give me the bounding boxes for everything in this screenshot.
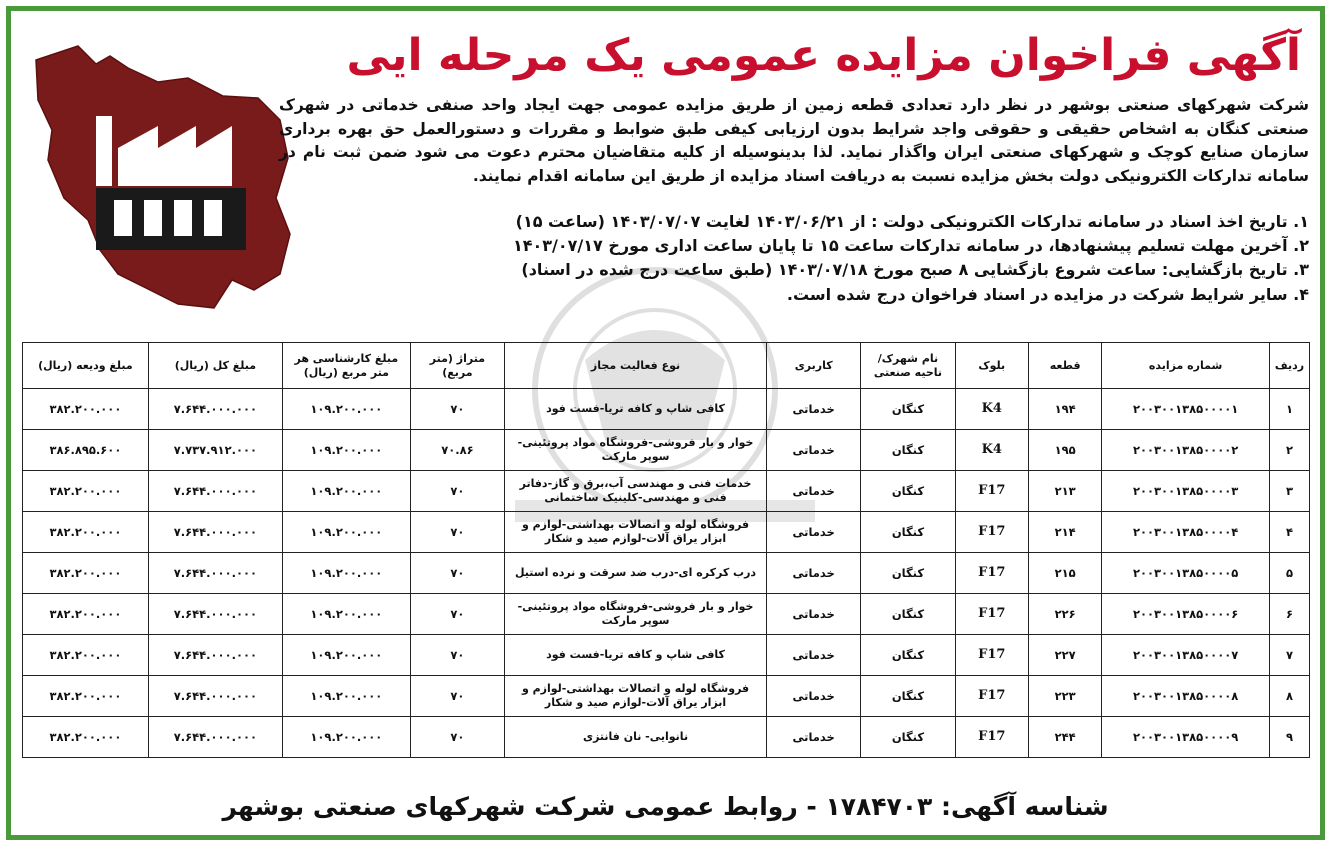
header-cell: کاربری: [767, 343, 861, 389]
condition-item: ۲. آخرین مهلت تسلیم پیشنهادها، در سامانه تدارکات ساعت ۱۵ تا پایان ساعت اداری مورخ ۱۴۰۳/۰۷/۱۷: [512, 236, 1309, 256]
table-cell-usage: خدماتی: [767, 471, 861, 512]
table-row: [23, 717, 1310, 758]
table-cell-idx: ۱: [1269, 389, 1309, 430]
table-cell-block: F17: [955, 594, 1028, 635]
table-cell-total: ۷.۶۴۴.۰۰۰.۰۰۰: [148, 553, 282, 594]
table-cell-usage: خدماتی: [767, 553, 861, 594]
table-cell-deposit: ۳۸۲.۲۰۰.۰۰۰: [23, 389, 149, 430]
table-cell-block: F17: [955, 553, 1028, 594]
table-cell-activity: فروشگاه لوله و اتصالات بهداشتی-لوازم و ابزار یراق آلات-لوازم صید و شکار: [505, 676, 767, 717]
table-cell-plot: ۲۱۵: [1028, 553, 1101, 594]
table-cell-total: ۷.۶۴۴.۰۰۰.۰۰۰: [148, 676, 282, 717]
table-cell-total: ۷.۶۴۴.۰۰۰.۰۰۰: [148, 635, 282, 676]
table-cell-town: کنگان: [861, 717, 955, 758]
table-cell-activity: کافی شاپ و کافه تریا-فست فود: [505, 635, 767, 676]
table-cell-deposit: ۳۸۲.۲۰۰.۰۰۰: [23, 635, 149, 676]
table-row: [23, 676, 1310, 717]
table-cell-deposit: ۳۸۲.۲۰۰.۰۰۰: [23, 594, 149, 635]
table-cell-auction-no: ۲۰۰۳۰۰۱۳۸۵۰۰۰۰۴: [1102, 512, 1270, 553]
table-cell-activity: کافی شاپ و کافه تریا-فست فود: [505, 389, 767, 430]
table-cell-area: ۷۰: [410, 512, 504, 553]
table-cell-usage: خدماتی: [767, 389, 861, 430]
header-cell: مبلغ ودیعه (ریال): [23, 343, 149, 389]
table-cell-plot: ۲۱۴: [1028, 512, 1101, 553]
table-cell-town: کنگان: [861, 594, 955, 635]
table-cell-deposit: ۳۸۲.۲۰۰.۰۰۰: [23, 676, 149, 717]
table-cell-auction-no: ۲۰۰۳۰۰۱۳۸۵۰۰۰۰۵: [1102, 553, 1270, 594]
header-cell: قطعه: [1028, 343, 1101, 389]
table-cell-block: F17: [955, 635, 1028, 676]
header-cell: متراژ (متر مربع): [410, 343, 504, 389]
table-cell-deposit: ۳۸۲.۲۰۰.۰۰۰: [23, 553, 149, 594]
table-cell-idx: ۹: [1269, 717, 1309, 758]
table-cell-activity: خوار و بار فروشی-فروشگاه مواد پروتئینی-سوپر مارکت: [505, 594, 767, 635]
table-cell-block: K4: [955, 389, 1028, 430]
notice-title: آگهی فراخوان مزایده عمومی یک مرحله ایی: [346, 30, 1301, 81]
table-cell-area: ۷۰: [410, 635, 504, 676]
table-cell-town: کنگان: [861, 471, 955, 512]
header-cell: مبلغ کارشناسی هر متر مربع (ریال): [282, 343, 410, 389]
table-cell-activity: درب کرکره ای-درب ضد سرقت و نرده استیل: [505, 553, 767, 594]
auction-table: [22, 342, 1310, 758]
table-cell-plot: ۲۴۴: [1028, 717, 1101, 758]
header-cell: مبلغ کل (ریال): [148, 343, 282, 389]
table-cell-deposit: ۳۸۶.۸۹۵.۶۰۰: [23, 430, 149, 471]
table-cell-area: ۷۰: [410, 717, 504, 758]
table-cell-deposit: ۳۸۲.۲۰۰.۰۰۰: [23, 717, 149, 758]
table-row: [23, 553, 1310, 594]
table-row: [23, 594, 1310, 635]
table-cell-town: کنگان: [861, 430, 955, 471]
table-cell-idx: ۲: [1269, 430, 1309, 471]
header-cell: نام شهرک/ناحیه صنعتی: [861, 343, 955, 389]
table-cell-plot: ۲۲۷: [1028, 635, 1101, 676]
table-cell-block: F17: [955, 512, 1028, 553]
table-cell-auction-no: ۲۰۰۳۰۰۱۳۸۵۰۰۰۰۶: [1102, 594, 1270, 635]
table-row: [23, 430, 1310, 471]
table-cell-block: F17: [955, 676, 1028, 717]
table-cell-idx: ۸: [1269, 676, 1309, 717]
table-cell-area: ۷۰: [410, 676, 504, 717]
table-cell-usage: خدماتی: [767, 594, 861, 635]
table-cell-auction-no: ۲۰۰۳۰۰۱۳۸۵۰۰۰۰۹: [1102, 717, 1270, 758]
table-body: [23, 389, 1310, 758]
table-cell-auction-no: ۲۰۰۳۰۰۱۳۸۵۰۰۰۰۷: [1102, 635, 1270, 676]
condition-item: ۳. تاریخ بازگشایی: ساعت شروع بازگشایی ۸ صبح مورخ ۱۴۰۳/۰۷/۱۸ (طبق ساعت درج شده در اسناد): [521, 260, 1309, 280]
table-cell-auction-no: ۲۰۰۳۰۰۱۳۸۵۰۰۰۰۲: [1102, 430, 1270, 471]
table-cell-plot: ۲۲۶: [1028, 594, 1101, 635]
intro-paragraph: شرکت شهرکهای صنعتی بوشهر در نظر دارد تعدادی قطعه زمین از طریق مزایده عمومی جهت ایجاد واحد صنفی خدماتی در شهرک صنعتی کنگان به اشخاص حقیقی و حقوقی واجد شرایط بدون ارزیابی کیفی طبق ضوابط و مقررات و دستورالعمل حق بهره برداری سازمان صنایع کوچک و شهرکهای صنعتی ایران واگذار نماید. لذا بدینوسیله از کلیه متقاضیان محترم دعوت می شود ضمن ثبت نام در سامانه تدارکات الکترونیکی دولت بخش مزایده نسبت به دریافت اسناد مزایده از طریق این سامانه اقدام نمایند.: [279, 96, 1309, 186]
table-cell-deposit: ۳۸۲.۲۰۰.۰۰۰: [23, 512, 149, 553]
table-cell-unit-price: ۱۰۹.۲۰۰.۰۰۰: [282, 717, 410, 758]
table-row: [23, 512, 1310, 553]
conditions-list: [279, 210, 1309, 307]
table-cell-auction-no: ۲۰۰۳۰۰۱۳۸۵۰۰۰۰۳: [1102, 471, 1270, 512]
table-cell-plot: ۱۹۵: [1028, 430, 1101, 471]
table-row: [23, 389, 1310, 430]
header-cell: ردیف: [1269, 343, 1309, 389]
table-cell-plot: ۱۹۴: [1028, 389, 1101, 430]
table-cell-area: ۷۰: [410, 594, 504, 635]
table-cell-unit-price: ۱۰۹.۲۰۰.۰۰۰: [282, 512, 410, 553]
table-cell-block: K4: [955, 430, 1028, 471]
table-cell-total: ۷.۶۴۴.۰۰۰.۰۰۰: [148, 471, 282, 512]
table-cell-unit-price: ۱۰۹.۲۰۰.۰۰۰: [282, 594, 410, 635]
table-cell-idx: ۷: [1269, 635, 1309, 676]
table-cell-usage: خدماتی: [767, 430, 861, 471]
table-cell-town: کنگان: [861, 389, 955, 430]
table-cell-unit-price: ۱۰۹.۲۰۰.۰۰۰: [282, 635, 410, 676]
table-cell-town: کنگان: [861, 553, 955, 594]
table-cell-unit-price: ۱۰۹.۲۰۰.۰۰۰: [282, 389, 410, 430]
table-cell-activity: خوار و بار فروشی-فروشگاه مواد پروتئینی-سوپر مارکت: [505, 430, 767, 471]
table-cell-town: کنگان: [861, 676, 955, 717]
table-cell-total: ۷.۶۴۴.۰۰۰.۰۰۰: [148, 594, 282, 635]
table-cell-town: کنگان: [861, 512, 955, 553]
table-cell-idx: ۶: [1269, 594, 1309, 635]
table-cell-activity: نانوایی- نان فانتزی: [505, 717, 767, 758]
table-cell-area: ۷۰: [410, 553, 504, 594]
table-cell-plot: ۲۱۳: [1028, 471, 1101, 512]
table-cell-idx: ۳: [1269, 471, 1309, 512]
notice-footer: شناسه آگهی: ۱۷۸۴۷۰۳ - روابط عمومی شرکت شهرکهای صنعتی بوشهر: [222, 792, 1109, 821]
iran-map-factory-icon: [18, 38, 308, 338]
table-cell-deposit: ۳۸۲.۲۰۰.۰۰۰: [23, 471, 149, 512]
table-cell-area: ۷۰: [410, 471, 504, 512]
table-cell-block: F17: [955, 717, 1028, 758]
table-cell-auction-no: ۲۰۰۳۰۰۱۳۸۵۰۰۰۰۱: [1102, 389, 1270, 430]
table-cell-unit-price: ۱۰۹.۲۰۰.۰۰۰: [282, 430, 410, 471]
table-cell-idx: ۴: [1269, 512, 1309, 553]
condition-item: ۴. سایر شرایط شرکت در مزایده در اسناد فراخوان درج شده است.: [786, 284, 1309, 304]
table-cell-total: ۷.۶۴۴.۰۰۰.۰۰۰: [148, 389, 282, 430]
table-cell-total: ۷.۶۴۴.۰۰۰.۰۰۰: [148, 512, 282, 553]
table-cell-town: کنگان: [861, 635, 955, 676]
table-cell-area: ۷۰: [410, 389, 504, 430]
table-cell-total: ۷.۷۳۷.۹۱۲.۰۰۰: [148, 430, 282, 471]
table-cell-auction-no: ۲۰۰۳۰۰۱۳۸۵۰۰۰۰۸: [1102, 676, 1270, 717]
header-cell: نوع فعالیت مجاز: [505, 343, 767, 389]
table-cell-activity: خدمات فنی و مهندسی آب،برق و گاز-دفاتر فنی و مهندسی-کلینیک ساختمانی: [505, 471, 767, 512]
header-cell: شماره مزایده: [1102, 343, 1270, 389]
table-cell-usage: خدماتی: [767, 635, 861, 676]
table-header-row: [23, 343, 1310, 389]
condition-item: ۱. تاریخ اخذ اسناد در سامانه تدارکات الکترونیکی دولت : از ۱۴۰۳/۰۶/۲۱ لغایت ۱۴۰۳/۰۷/۰۷ (ساعت ۱۵): [515, 212, 1309, 231]
header-cell: بلوک: [955, 343, 1028, 389]
table-cell-unit-price: ۱۰۹.۲۰۰.۰۰۰: [282, 676, 410, 717]
table-cell-block: F17: [955, 471, 1028, 512]
table-row: [23, 635, 1310, 676]
table-cell-usage: خدماتی: [767, 512, 861, 553]
table-cell-unit-price: ۱۰۹.۲۰۰.۰۰۰: [282, 471, 410, 512]
table-row: [23, 471, 1310, 512]
table-cell-activity: فروشگاه لوله و اتصالات بهداشتی-لوازم و ابزار یراق آلات-لوازم صید و شکار: [505, 512, 767, 553]
table-cell-unit-price: ۱۰۹.۲۰۰.۰۰۰: [282, 553, 410, 594]
table-cell-usage: خدماتی: [767, 717, 861, 758]
table-cell-area: ۷۰.۸۶: [410, 430, 504, 471]
table-cell-usage: خدماتی: [767, 676, 861, 717]
table-cell-idx: ۵: [1269, 553, 1309, 594]
table-cell-total: ۷.۶۴۴.۰۰۰.۰۰۰: [148, 717, 282, 758]
table-cell-plot: ۲۲۳: [1028, 676, 1101, 717]
